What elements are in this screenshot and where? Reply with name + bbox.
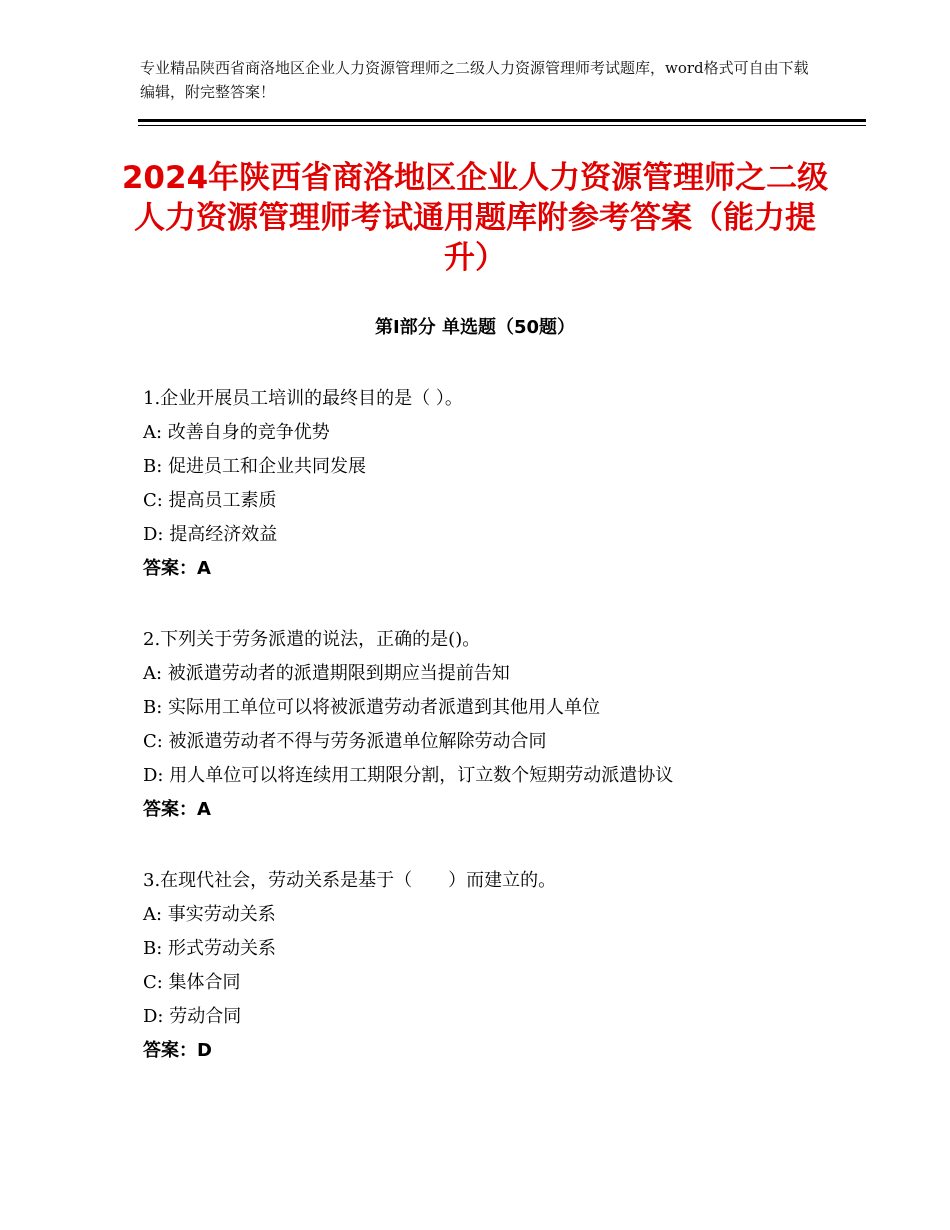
question-list [143,382,863,1105]
answer: 答案：D [143,1040,212,1061]
question-stem: 1.企业开展员工培训的最终目的是（ ）。 [143,388,463,409]
header-rule-thick [138,119,866,122]
option-d: D: 用人单位可以将连续用工期限分割，订立数个短期劳动派遣协议 [143,765,674,786]
option-d: D: 劳动合同 [143,1006,242,1027]
option-a: A: 事实劳动关系 [143,904,276,925]
question-stem: 2.下列关于劳务派遣的说法，正确的是()。 [143,629,481,650]
option-b: B: 促进员工和企业共同发展 [143,456,367,477]
option-a: A: 改善自身的竞争优势 [143,422,330,443]
document-title: 2024年陕西省商洛地区企业人力资源管理师之二级人力资源管理师考试通用题库附参考答案（能力提升） [121,160,829,276]
question-1 [143,382,863,586]
option-b: B: 形式劳动关系 [143,938,277,959]
header-rule-thin [138,125,866,126]
question-2 [143,623,863,827]
question-stem: 3.在现代社会，劳动关系是基于（ ）而建立的。 [143,870,557,891]
option-b: B: 实际用工单位可以将被派遣劳动者派遣到其他用人单位 [143,697,601,718]
header-note: 专业精品陕西省商洛地区企业人力资源管理师之二级人力资源管理师考试题库，word格式可自由下载编辑，附完整答案！ [140,59,809,101]
option-a: A: 被派遣劳动者的派遣期限到期应当提前告知 [143,663,510,684]
answer: 答案：A [143,799,211,820]
answer: 答案：A [143,558,211,579]
option-c: C: 提高员工素质 [143,490,277,511]
question-3 [143,864,863,1068]
section-heading: 第Ⅰ部分 单选题（50题） [374,317,575,338]
option-c: C: 被派遣劳动者不得与劳务派遣单位解除劳动合同 [143,731,547,752]
option-c: C: 集体合同 [143,972,241,993]
option-d: D: 提高经济效益 [143,524,278,545]
